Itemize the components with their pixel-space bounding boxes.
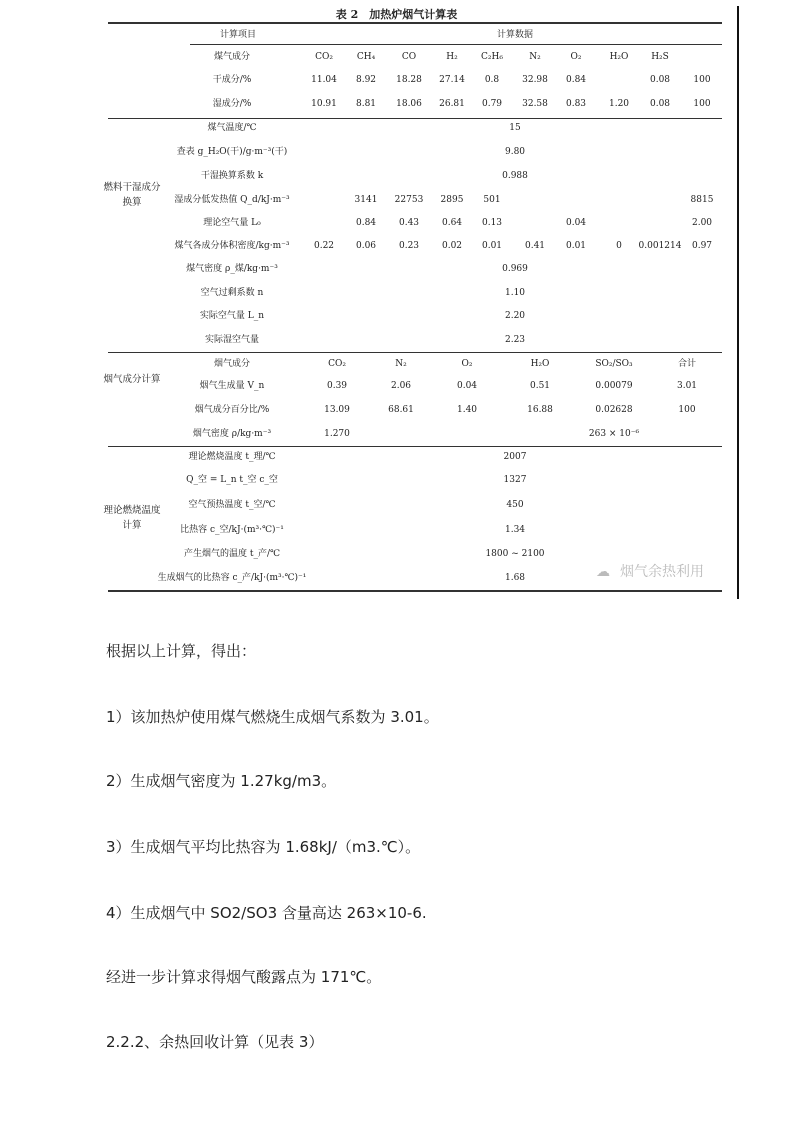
row-label: 干湿换算系数 k <box>200 171 264 181</box>
table-cell: 0.00079 <box>595 381 633 391</box>
table-cell: 22753 <box>394 195 424 205</box>
row-label: 生成烟气的比热容 c_产/kJ·(m³·℃)⁻¹ <box>157 573 307 583</box>
table-cell: 0.08 <box>649 75 671 85</box>
table-cell: 2.00 <box>691 218 713 228</box>
row-label: 煤气成分 <box>213 52 251 62</box>
table-value: 0.988 <box>502 171 528 181</box>
table-rule <box>190 44 722 45</box>
table-cell: 32.98 <box>522 75 548 85</box>
table-cell: 0.84 <box>565 75 587 85</box>
table-cell: 8.92 <box>355 75 377 85</box>
table-cell: 0.97 <box>691 241 713 251</box>
table-cell: 263 × 10⁻⁶ <box>588 429 640 439</box>
watermark <box>596 561 704 581</box>
row-label: 煤气各成分体积密度/kg·m⁻³ <box>174 241 290 251</box>
table-value: 15 <box>509 123 521 133</box>
table-value: 2.23 <box>504 335 526 345</box>
table-value: 1800 ~ 2100 <box>485 549 545 559</box>
table-value: 1.34 <box>504 525 526 535</box>
row-label: 烟气成分百分比/% <box>194 405 270 415</box>
table-cell: 1.20 <box>608 99 630 109</box>
row-label: 烟气生成量 V_n <box>199 381 265 391</box>
table-value: 1.10 <box>504 288 526 298</box>
table-value: 1327 <box>503 475 527 485</box>
table-cell: 0.04 <box>565 218 587 228</box>
table-cell: 27.14 <box>439 75 465 85</box>
table-cell: H₂S <box>651 52 669 62</box>
row-label: 烟气密度 ρ/kg·m⁻³ <box>192 429 272 439</box>
table-cell: 0.13 <box>481 218 503 228</box>
header-item: 计算项目 <box>219 30 257 40</box>
paragraph: 1）该加热炉使用煤气燃烧生成烟气系数为 3.01。 <box>106 708 439 726</box>
section-label: 理论燃烧温度计算 <box>103 505 161 531</box>
row-label: Q_空 = L_n t_空 c_空 <box>186 475 278 485</box>
paragraph: 3）生成烟气平均比热容为 1.68kJ/（m3.℃）。 <box>106 838 421 856</box>
table-cell: H₂O <box>609 52 629 62</box>
paragraph: 4）生成烟气中 SO2/SO3 含量高达 263×10-6. <box>106 904 427 922</box>
table-cell: 0 <box>616 241 622 251</box>
table-cell: CH₄ <box>356 52 376 62</box>
watermark-text: 烟气余热利用 <box>620 564 704 580</box>
table-value: 450 <box>506 500 524 510</box>
table-cell: H₂O <box>530 359 550 369</box>
table-value: 1.68 <box>504 573 526 583</box>
table-rule <box>108 22 722 24</box>
table-cell: 0.41 <box>524 241 546 251</box>
table-cell: CO₂ <box>315 52 333 62</box>
table-cell: O₂ <box>461 359 473 369</box>
table-cell: 0.8 <box>484 75 500 85</box>
table-cell: 11.04 <box>311 75 337 85</box>
table-cell: 0.04 <box>456 381 478 391</box>
table-cell: 26.81 <box>439 99 465 109</box>
table-value: 2007 <box>503 452 527 462</box>
table-cell: O₂ <box>570 52 582 62</box>
table-cell: N₂ <box>395 359 407 369</box>
row-label: 干成分/% <box>212 75 252 85</box>
table-cell: 3141 <box>354 195 378 205</box>
table-cell: 0.02 <box>441 241 463 251</box>
paragraph: 经进一步计算求得烟气酸露点为 171℃。 <box>106 968 382 986</box>
table-cell: 0.22 <box>313 241 335 251</box>
table-cell: N₂ <box>529 52 541 62</box>
row-label: 实际湿空气量 <box>204 335 260 345</box>
row-label: 烟气成分 <box>213 359 251 369</box>
table-cell: 0.64 <box>441 218 463 228</box>
table-cell: 501 <box>483 195 501 205</box>
table-cell: 10.91 <box>311 99 337 109</box>
table-cell: 0.39 <box>326 381 348 391</box>
table-cell: 0.84 <box>355 218 377 228</box>
row-label: 理论燃烧温度 t_理/℃ <box>188 452 276 462</box>
table-cell: H₂ <box>446 52 458 62</box>
table-cell: 100 <box>678 405 696 415</box>
table-cell: 32.58 <box>522 99 548 109</box>
section-label: 燃料干湿成分换算 <box>103 182 161 208</box>
section-heading: 2.2.2、余热回收计算（见表 3） <box>106 1033 324 1051</box>
table-cell: 0.02628 <box>595 405 633 415</box>
table-rule <box>108 446 722 447</box>
table-cell: 13.09 <box>324 405 350 415</box>
row-label: 煤气密度 ρ_煤/kg·m⁻³ <box>186 264 278 274</box>
row-label: 产生烟气的温度 t_产/℃ <box>183 549 281 559</box>
table-cell: CO <box>401 52 417 62</box>
table-cell: 0.51 <box>529 381 551 391</box>
row-label: 空气预热温度 t_空/℃ <box>188 500 276 510</box>
table-cell: C₂H₆ <box>481 52 503 62</box>
wechat-icon: ☁ <box>596 564 610 580</box>
section-label: 烟气成分计算 <box>103 374 161 385</box>
table-title: 表 2 加热炉烟气计算表 <box>335 8 458 21</box>
table-cell: 0.001214 <box>638 241 682 251</box>
table-cell: 2895 <box>440 195 464 205</box>
table-cell: 8.81 <box>355 99 377 109</box>
table-value: 0.969 <box>502 264 528 274</box>
table-cell: 18.28 <box>396 75 422 85</box>
table-cell: CO₂ <box>328 359 346 369</box>
table-rule <box>108 118 722 119</box>
table-cell: 0.79 <box>481 99 503 109</box>
table-cell: 0.23 <box>398 241 420 251</box>
table-cell: 0.01 <box>565 241 587 251</box>
row-label: 比热容 c_空/kJ·(m³·℃)⁻¹ <box>180 525 284 535</box>
table-cell: 0.83 <box>565 99 587 109</box>
table-cell: 8815 <box>690 195 714 205</box>
table-cell: 0.08 <box>649 99 671 109</box>
row-label: 湿成分/% <box>212 99 252 109</box>
row-label: 空气过剩系数 n <box>200 288 264 298</box>
table-cell: 0.06 <box>355 241 377 251</box>
table-cell: 3.01 <box>676 381 698 391</box>
header-data: 计算数据 <box>496 30 534 40</box>
table-cell: 18.06 <box>396 99 422 109</box>
table-rule <box>108 352 722 353</box>
row-label: 煤气温度/℃ <box>207 123 257 133</box>
table-cell: 0.01 <box>481 241 503 251</box>
row-label: 湿成分低发热值 Q_d/kJ·m⁻³ <box>174 195 290 205</box>
table-cell: 100 <box>693 99 711 109</box>
table-cell: SO₂/SO₃ <box>595 359 633 369</box>
table-cell: 100 <box>693 75 711 85</box>
table-cell: 1.40 <box>456 405 478 415</box>
row-label: 实际空气量 L_n <box>199 311 265 321</box>
table-cell: 0.43 <box>398 218 420 228</box>
paragraph: 根据以上计算，得出： <box>106 642 257 660</box>
table-rule <box>108 590 722 592</box>
row-label: 查表 g_H₂O(干)/g·m⁻³(干) <box>176 147 288 157</box>
table-cell: 1.270 <box>324 429 350 439</box>
table-cell: 16.88 <box>527 405 553 415</box>
table-value: 2.20 <box>504 311 526 321</box>
table-cell: 合计 <box>677 359 697 369</box>
right-border-line <box>737 6 739 599</box>
table-cell: 68.61 <box>388 405 414 415</box>
row-label: 理论空气量 L₀ <box>203 218 261 228</box>
table-cell: 2.06 <box>390 381 412 391</box>
paragraph: 2）生成烟气密度为 1.27kg/m3。 <box>106 772 337 790</box>
table-value: 9.80 <box>504 147 526 157</box>
